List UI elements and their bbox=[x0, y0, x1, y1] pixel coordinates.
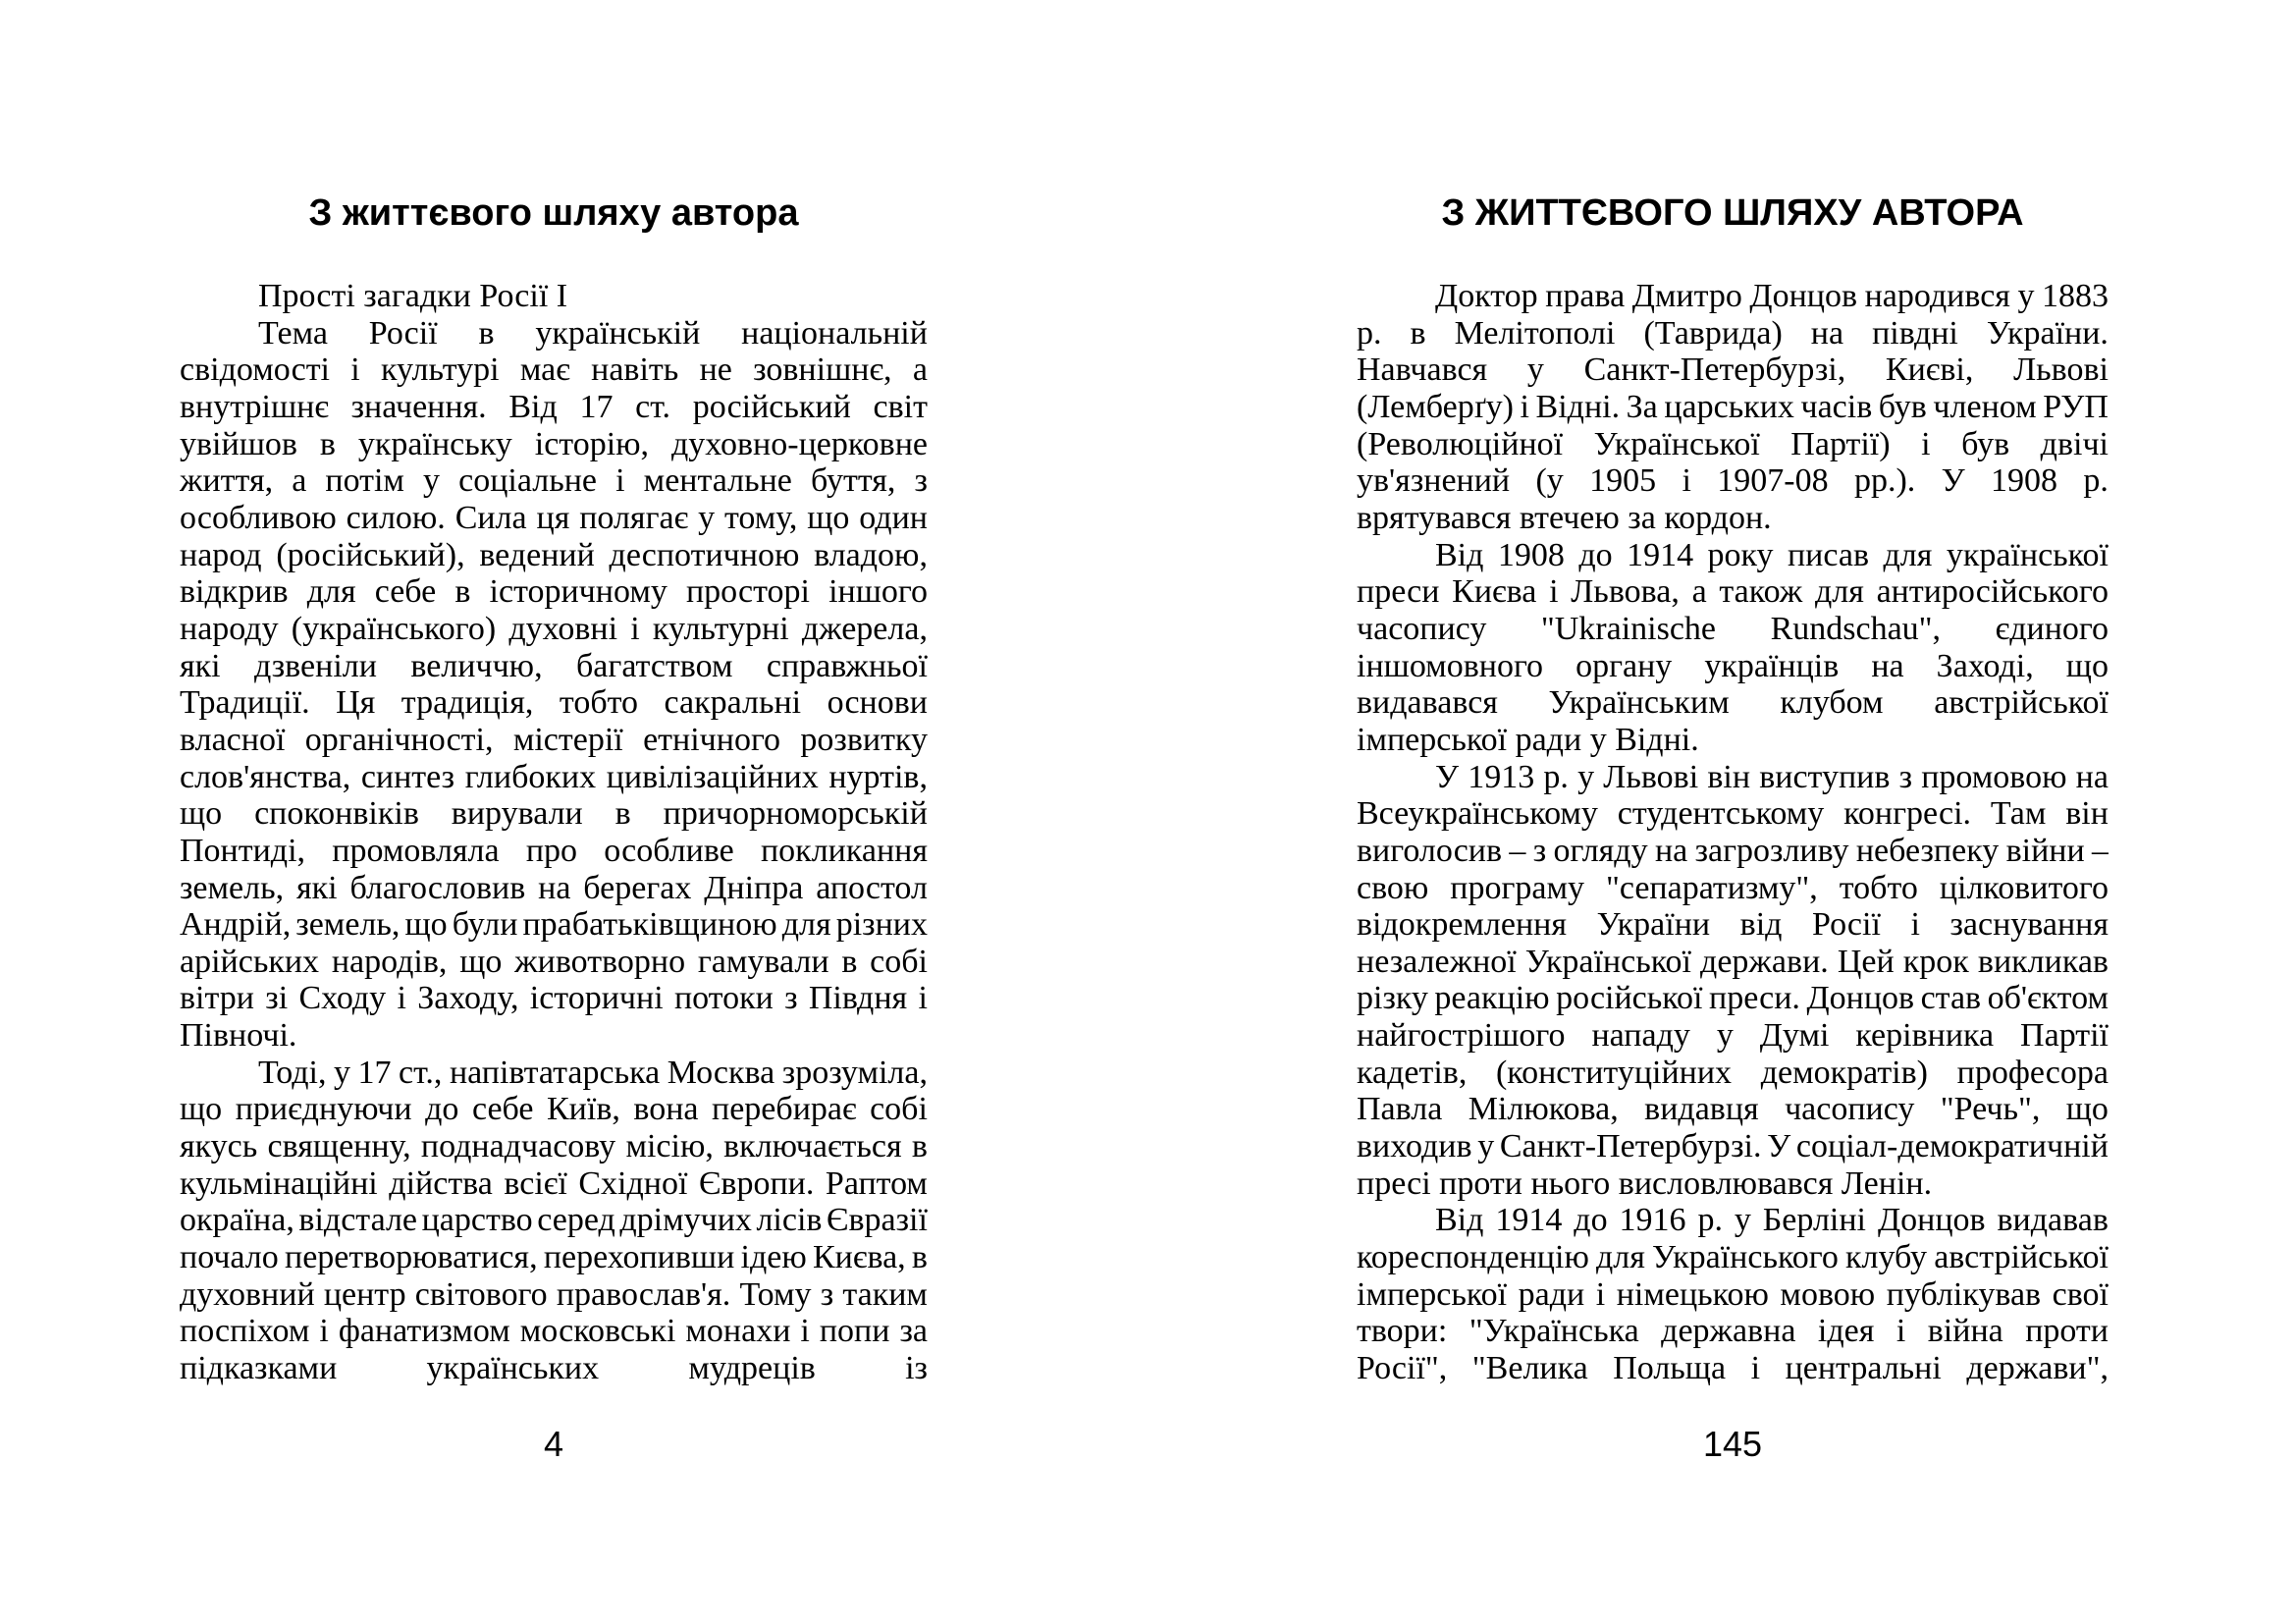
text-line: іншомовного органу українців на Заході, що bbox=[1357, 647, 2109, 684]
text-line: які дзвеніли величчю, багатством справжньої bbox=[180, 647, 928, 684]
text-line: незалежної Української держави. Цей крок викликав bbox=[1357, 943, 2109, 980]
text-line: У 1913 р. у Львові він виступив з промовою на bbox=[1435, 758, 2109, 795]
text-line: р. в Мелітополі (Таврида) на півдні України. bbox=[1357, 314, 2109, 352]
text-line: різку реакцію російської преси. Донцов став об'єктом bbox=[1357, 980, 2109, 1017]
text-line: Прості загадки Росії І bbox=[258, 278, 568, 314]
text-line: імперської ради у Відні. bbox=[1357, 721, 1699, 758]
text-line: (Революційної Української Партії) і був двічі bbox=[1357, 425, 2109, 462]
text-line: свідомості і культурі має навіть не зовнішнє, а bbox=[180, 352, 928, 389]
text-line: кульмінаційні дійства всієї Східної Європи. Раптом bbox=[180, 1164, 928, 1202]
text-line: преси Києва і Львова, а також для антиросійського bbox=[1357, 573, 2109, 611]
text-line: (Лемберґу) і Відні. За царських часів був членом РУП bbox=[1357, 388, 2109, 425]
text-line: імперської ради і німецькою мовою публікував свої bbox=[1357, 1275, 2109, 1313]
text-line: народу (українського) духовні і культурні джерела, bbox=[180, 610, 928, 647]
text-line: що споконвіків вирували в причорноморській bbox=[180, 795, 928, 833]
text-line: кореспонденцію для Українського клубу австрійської bbox=[1357, 1239, 2109, 1276]
text-line: кадетів, (конституційних демократів) професора bbox=[1357, 1054, 2109, 1091]
text-line: пресі проти нього висловлювався Ленін. bbox=[1357, 1164, 1933, 1202]
page-body-left bbox=[180, 278, 928, 1387]
text-line: земель, які благословив на берегах Дніпра апостол bbox=[180, 869, 928, 906]
text-line: виголосив – з огляду на загрозливу небезпеку війни – bbox=[1357, 832, 2109, 869]
text-line: окраїна, відстале царство серед дрімучих лісів Євразії bbox=[180, 1202, 928, 1239]
text-line: Тема Росії в українській національній bbox=[258, 314, 928, 352]
text-line: Навчався у Санкт-Петербурзі, Києві, Львові bbox=[1357, 352, 2109, 389]
book-page-left bbox=[180, 0, 928, 1624]
text-line: вітри зі Сходу і Заходу, історичні потоки з Півдня і bbox=[180, 980, 928, 1017]
text-line: арійських народів, що животворно гамували в собі bbox=[180, 943, 928, 980]
text-line: Від 1914 до 1916 р. у Берліні Донцов видавав bbox=[1435, 1202, 2109, 1239]
text-line: найгострішого нападу у Думі керівника Партії bbox=[1357, 1017, 2109, 1055]
text-line: якусь священну, поднадчасову місію, включається в bbox=[180, 1128, 928, 1165]
text-line: Традиції. Ця традиція, тобто сакральні основи bbox=[180, 684, 928, 722]
text-line: духовний центр світового православ'я. Тому з таким bbox=[180, 1275, 928, 1313]
text-line: Росії", "Велика Польща і центральні держави", bbox=[1357, 1350, 2109, 1387]
text-line: свою програму "сепаратизму", тобто цілковитого bbox=[1357, 869, 2109, 906]
text-line: поспіхом і фанатизмом московські монахи і попи за bbox=[180, 1313, 928, 1350]
text-line: життя, а потім у соціальне і ментальне буття, з bbox=[180, 462, 928, 500]
text-line: Тоді, у 17 ст., напівтатарська Москва зрозуміла, bbox=[258, 1054, 928, 1091]
text-line: Андрій, земель, що були прабатьківщиною для різних bbox=[180, 906, 928, 944]
text-line: увійшов в українську історію, духовно-церковне bbox=[180, 425, 928, 462]
text-line: підказками українських мудреців із bbox=[180, 1350, 928, 1387]
text-line: слов'янства, синтез глибоких цивілізаційних нуртів, bbox=[180, 758, 928, 795]
page-number-left: 4 bbox=[543, 1424, 564, 1464]
text-line: що приєднуючи до себе Київ, вона перебирає собі bbox=[180, 1091, 928, 1128]
text-line: Півночі. bbox=[180, 1017, 297, 1055]
text-line: внутрішнє значення. Від 17 ст. російський світ bbox=[180, 388, 928, 425]
chapter-title-right: З ЖИТТЄВОГО ШЛЯХУ АВТОРА bbox=[1441, 192, 2024, 234]
text-line: відокремлення України від Росії і заснування bbox=[1357, 906, 2109, 944]
text-line: твори: "Українська державна ідея і війна проти bbox=[1357, 1313, 2109, 1350]
text-line: часопису "Ukrainische Rundschau", єдиного bbox=[1357, 610, 2109, 647]
text-line: власної органічності, містерії етнічного розвитку bbox=[180, 721, 928, 758]
text-line: Доктор права Дмитро Донцов народився у 1883 bbox=[1435, 278, 2109, 314]
text-line: народ (російський), ведений деспотичною владою, bbox=[180, 536, 928, 573]
text-line: врятувався втечею за кордон. bbox=[1357, 499, 1772, 536]
text-line: Від 1908 до 1914 року писав для української bbox=[1435, 536, 2109, 573]
text-line: особливою силою. Сила ця полягає у тому, що один bbox=[180, 499, 928, 536]
book-page-right bbox=[1357, 0, 2109, 1624]
text-line: ув'язнений (у 1905 і 1907-08 рр.). У 1908 р. bbox=[1357, 462, 2109, 500]
chapter-title-left: З життєвого шляху автора bbox=[308, 192, 799, 234]
text-line: Всеукраїнському студентському конгресі. Там він bbox=[1357, 795, 2109, 833]
text-line: виходив у Санкт-Петербурзі. У соціал-демократичній bbox=[1357, 1128, 2109, 1165]
text-line: Понтиді, промовляла про особливе покликання bbox=[180, 832, 928, 869]
page-body-right bbox=[1357, 278, 2109, 1387]
text-line: відкрив для себе в історичному просторі іншого bbox=[180, 573, 928, 611]
text-line: видавався Українським клубом австрійської bbox=[1357, 684, 2109, 722]
text-line: почало перетворюватися, перехопивши ідею Києва, в bbox=[180, 1239, 928, 1276]
text-line: Павла Мілюкова, видавця часопису "Речь", що bbox=[1357, 1091, 2109, 1128]
page-number-right: 145 bbox=[1702, 1424, 1763, 1464]
